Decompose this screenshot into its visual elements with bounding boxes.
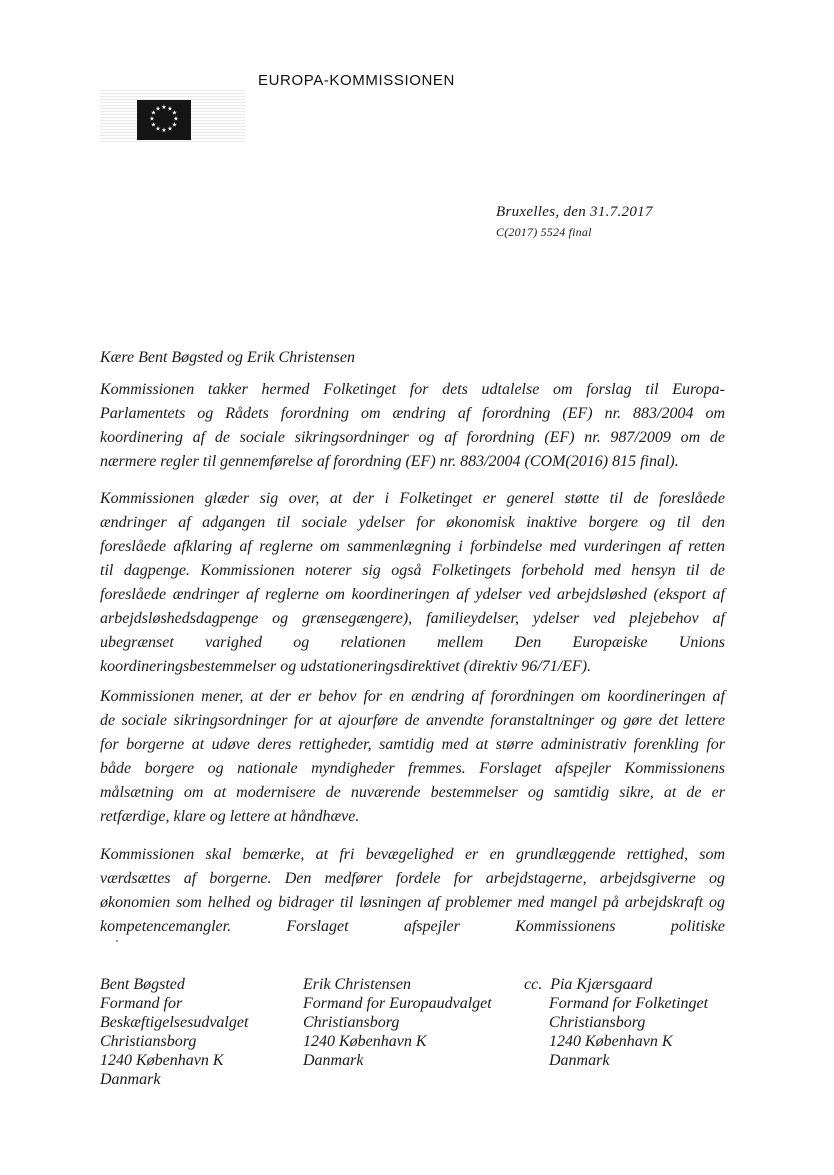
svg-text:★: ★: [161, 127, 167, 134]
cc-address: [524, 975, 708, 1070]
svg-text:★: ★: [171, 121, 178, 129]
place-and-date: Bruxelles, den 31.7.2017: [496, 204, 653, 220]
svg-text:★: ★: [150, 121, 157, 129]
svg-text:★: ★: [155, 105, 161, 113]
cc-label: cc.: [524, 976, 543, 993]
address-line: Erik Christensen: [303, 976, 411, 993]
text-line: koordinering af de sociale sikringsordninger og af forordning (EF) nr. 987/2009 om de: [100, 429, 725, 446]
paragraph-3: [100, 685, 725, 829]
text-line: Kommissionen skal bemærke, at fri bevægelighed er en grundlæggende rettighed, som: [100, 846, 725, 863]
document-reference: C(2017) 5524 final: [496, 225, 592, 239]
address-line: Danmark: [549, 1052, 610, 1069]
paragraph-4: [100, 843, 725, 939]
text-line: målsætning om at modernisere de nuværende bestemmelser og samtidig sikre, at de er: [100, 784, 725, 801]
address-line: Christiansborg: [303, 1014, 400, 1031]
address-line: Christiansborg: [549, 1014, 646, 1031]
text-line: Kommissionen mener, at der er behov for en ændring af forordningen om koordineringen af: [100, 688, 725, 705]
address-line: 1240 København K: [100, 1052, 224, 1069]
text-line: foreslåede afklaring af reglerne om sammenlægning i forbindelse med vurderingen af retten: [100, 538, 725, 555]
address-line: 1240 København K: [303, 1033, 427, 1050]
address-line: Danmark: [303, 1052, 364, 1069]
address-line: 1240 København K: [549, 1033, 673, 1050]
address-line: Beskæftigelsesudvalget: [100, 1014, 249, 1031]
address-line: Formand for Folketinget: [549, 995, 709, 1012]
text-line: kompetencemangler. Forslaget afspejler Kommissionens politiske: [100, 918, 725, 935]
text-line: de sociale sikringsordninger for at ajourføre de anvendte foranstaltninger og gøre det lettere: [100, 712, 725, 729]
recipient-address-1: [100, 975, 248, 1089]
recipient-address-2: [303, 975, 492, 1070]
text-line: ubegrænset varighed og relationen mellem Den Europæiske Unions: [100, 634, 725, 651]
text-line: nærmere regler til gennemførelse af forordning (EF) nr. 883/2004 (COM(2016) 815 final).: [100, 453, 679, 470]
svg-text:★: ★: [161, 104, 167, 111]
svg-text:★: ★: [173, 115, 179, 123]
svg-text:★: ★: [167, 125, 173, 133]
address-line: Danmark: [100, 1071, 161, 1088]
cc-first-line: [524, 975, 708, 994]
svg-text:★: ★: [167, 105, 173, 113]
address-line: Pia Kjærsgaard: [550, 976, 653, 993]
salutation: Kære Bent Bøgsted og Erik Christensen: [100, 349, 355, 366]
address-line: Bent Bøgsted: [100, 976, 185, 993]
address-line: Christiansborg: [100, 1033, 197, 1050]
address-line: Formand for Europaudvalget: [303, 995, 492, 1012]
svg-text:★: ★: [171, 109, 178, 117]
scan-speck: [116, 940, 118, 942]
text-line: Kommissionen takker hermed Folketinget for dets udtalelse om forslag til Europa-: [100, 381, 725, 398]
institution-name: EUROPA-KOMMISSIONEN: [258, 72, 455, 89]
svg-text:★: ★: [149, 115, 155, 123]
eu-flag-icon: [137, 100, 191, 140]
text-line: retfærdige, klare og lettere at håndhæve.: [100, 808, 360, 825]
text-line: for borgerne at udøve deres rettigheder, samtidig med at større administrativ forenkling for: [100, 736, 725, 753]
paragraph-2: [100, 487, 725, 679]
text-line: Parlamentets og Rådets forordning om ændring af forordning (EF) nr. 883/2004 om: [100, 405, 725, 422]
text-line: værdsættes af borgerne. Den medfører fordele for arbejdstagerne, arbejdsgiverne og: [100, 870, 725, 887]
svg-text:★: ★: [150, 109, 157, 117]
text-line: økonomien som helhed og bidrager til løsningen af problemer med mangel på arbejdskraft og: [100, 894, 725, 911]
text-line: foreslåede ændringer af reglerne om koordineringen af ydelser ved arbejdsløshed (eksport af: [100, 586, 725, 603]
paragraph-1: [100, 378, 725, 474]
eu-logo: [100, 72, 250, 144]
text-line: arbejdsløshedsdagpenge og grænsegængere), familieydelser, ydelser ved plejebehov af: [100, 610, 725, 627]
text-line: koordineringsbestemmelser og udstationeringsdirektivet (direktiv 96/71/EF).: [100, 658, 592, 675]
text-line: både borgere og nationale myndigheder fremmes. Forslaget afspejler Kommissionens: [100, 760, 725, 777]
svg-text:★: ★: [155, 125, 161, 133]
address-line: Formand for: [100, 995, 183, 1012]
text-line: Kommissionen glæder sig over, at der i Folketinget er generel støtte til de foreslåede: [100, 490, 725, 507]
text-line: til dagpenge. Kommissionen noterer sig også Folketingets forbehold med hensyn til de: [100, 562, 725, 579]
text-line: ændringer af adgangen til sociale ydelser for økonomisk inaktive borgere og til den: [100, 514, 725, 531]
